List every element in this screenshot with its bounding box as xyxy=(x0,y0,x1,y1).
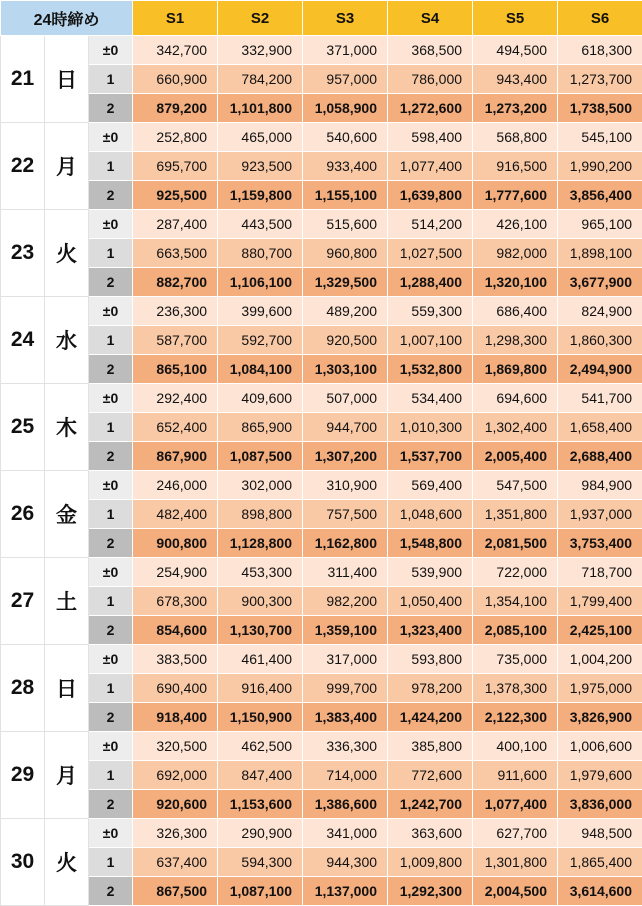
value-cell: 363,600 xyxy=(388,819,473,848)
table-row xyxy=(1,674,642,703)
value-cell: 1,777,600 xyxy=(473,181,558,210)
level-label: 2 xyxy=(89,181,133,210)
value-cell: 882,700 xyxy=(133,268,218,297)
value-cell: 867,500 xyxy=(133,877,218,906)
column-header-s2: S2 xyxy=(218,1,303,36)
level-label: ±0 xyxy=(89,645,133,674)
weekday: 水 xyxy=(45,297,89,384)
value-cell: 637,400 xyxy=(133,848,218,877)
value-cell: 1,378,300 xyxy=(473,674,558,703)
value-cell: 660,900 xyxy=(133,65,218,94)
value-cell: 714,000 xyxy=(303,761,388,790)
value-cell: 336,300 xyxy=(303,732,388,761)
value-cell: 332,900 xyxy=(218,36,303,65)
value-cell: 678,300 xyxy=(133,587,218,616)
value-cell: 735,000 xyxy=(473,645,558,674)
level-label: 2 xyxy=(89,529,133,558)
column-header-s1: S1 xyxy=(133,1,218,36)
value-cell: 916,500 xyxy=(473,152,558,181)
level-label: 2 xyxy=(89,790,133,819)
value-cell: 911,600 xyxy=(473,761,558,790)
value-cell: 1,058,900 xyxy=(303,94,388,123)
value-cell: 1,303,100 xyxy=(303,355,388,384)
value-cell: 1,242,700 xyxy=(388,790,473,819)
value-cell: 1,048,600 xyxy=(388,500,473,529)
value-cell: 594,300 xyxy=(218,848,303,877)
level-label: 1 xyxy=(89,848,133,877)
value-cell: 1,137,000 xyxy=(303,877,388,906)
level-label: ±0 xyxy=(89,297,133,326)
value-cell: 1,359,100 xyxy=(303,616,388,645)
value-cell: 514,200 xyxy=(388,210,473,239)
value-cell: 409,600 xyxy=(218,384,303,413)
value-cell: 383,500 xyxy=(133,645,218,674)
value-cell: 302,000 xyxy=(218,471,303,500)
level-label: 1 xyxy=(89,152,133,181)
value-cell: 784,200 xyxy=(218,65,303,94)
level-label: 1 xyxy=(89,500,133,529)
value-cell: 559,300 xyxy=(388,297,473,326)
value-cell: 482,400 xyxy=(133,500,218,529)
table-row xyxy=(1,442,642,471)
level-label: 2 xyxy=(89,268,133,297)
value-cell: 569,400 xyxy=(388,471,473,500)
value-cell: 1,006,600 xyxy=(558,732,642,761)
weekday: 月 xyxy=(45,123,89,210)
value-cell: 534,400 xyxy=(388,384,473,413)
day-number: 30 xyxy=(1,819,45,906)
value-cell: 1,155,100 xyxy=(303,181,388,210)
value-cell: 1,298,300 xyxy=(473,326,558,355)
weekday: 火 xyxy=(45,210,89,297)
value-cell: 1,087,500 xyxy=(218,442,303,471)
value-cell: 1,979,600 xyxy=(558,761,642,790)
weekday: 土 xyxy=(45,558,89,645)
day-number: 22 xyxy=(1,123,45,210)
value-cell: 494,500 xyxy=(473,36,558,65)
value-cell: 1,975,000 xyxy=(558,674,642,703)
table-row xyxy=(1,732,642,761)
level-label: ±0 xyxy=(89,819,133,848)
day-number: 27 xyxy=(1,558,45,645)
level-label: 2 xyxy=(89,877,133,906)
level-label: 1 xyxy=(89,326,133,355)
value-cell: 3,826,900 xyxy=(558,703,642,732)
value-cell: 3,836,000 xyxy=(558,790,642,819)
table-row xyxy=(1,326,642,355)
value-cell: 1,050,400 xyxy=(388,587,473,616)
value-cell: 515,600 xyxy=(303,210,388,239)
value-cell: 3,614,600 xyxy=(558,877,642,906)
value-cell: 920,500 xyxy=(303,326,388,355)
value-cell: 462,500 xyxy=(218,732,303,761)
value-cell: 918,400 xyxy=(133,703,218,732)
level-label: 1 xyxy=(89,239,133,268)
value-cell: 695,700 xyxy=(133,152,218,181)
value-cell: 287,400 xyxy=(133,210,218,239)
value-cell: 879,200 xyxy=(133,94,218,123)
value-cell: 999,700 xyxy=(303,674,388,703)
value-cell: 385,800 xyxy=(388,732,473,761)
value-cell: 592,700 xyxy=(218,326,303,355)
value-cell: 982,000 xyxy=(473,239,558,268)
value-cell: 1,354,100 xyxy=(473,587,558,616)
value-cell: 2,494,900 xyxy=(558,355,642,384)
table-row xyxy=(1,645,642,674)
table-row xyxy=(1,94,642,123)
value-cell: 786,000 xyxy=(388,65,473,94)
value-cell: 1,007,100 xyxy=(388,326,473,355)
table-row xyxy=(1,616,642,645)
table-row xyxy=(1,703,642,732)
value-cell: 400,100 xyxy=(473,732,558,761)
level-label: 2 xyxy=(89,94,133,123)
value-cell: 957,000 xyxy=(303,65,388,94)
value-cell: 1,990,200 xyxy=(558,152,642,181)
value-cell: 943,400 xyxy=(473,65,558,94)
table-row xyxy=(1,123,642,152)
value-cell: 568,800 xyxy=(473,123,558,152)
value-cell: 598,400 xyxy=(388,123,473,152)
value-cell: 900,300 xyxy=(218,587,303,616)
value-cell: 2,004,500 xyxy=(473,877,558,906)
value-cell: 290,900 xyxy=(218,819,303,848)
value-cell: 1,273,200 xyxy=(473,94,558,123)
value-cell: 3,856,400 xyxy=(558,181,642,210)
value-cell: 1,860,300 xyxy=(558,326,642,355)
value-cell: 1,162,800 xyxy=(303,529,388,558)
value-cell: 1,150,900 xyxy=(218,703,303,732)
value-cell: 1,273,700 xyxy=(558,65,642,94)
value-cell: 1,386,600 xyxy=(303,790,388,819)
value-cell: 593,800 xyxy=(388,645,473,674)
value-cell: 1,424,200 xyxy=(388,703,473,732)
header-row xyxy=(1,1,642,36)
value-cell: 933,400 xyxy=(303,152,388,181)
value-cell: 1,272,600 xyxy=(388,94,473,123)
value-cell: 690,400 xyxy=(133,674,218,703)
value-cell: 1,153,600 xyxy=(218,790,303,819)
level-label: 2 xyxy=(89,616,133,645)
value-cell: 1,869,800 xyxy=(473,355,558,384)
day-number: 26 xyxy=(1,471,45,558)
value-cell: 453,300 xyxy=(218,558,303,587)
value-cell: 1,077,400 xyxy=(473,790,558,819)
table-row xyxy=(1,152,642,181)
value-cell: 865,900 xyxy=(218,413,303,442)
value-cell: 371,000 xyxy=(303,36,388,65)
value-cell: 547,500 xyxy=(473,471,558,500)
value-cell: 948,500 xyxy=(558,819,642,848)
value-cell: 652,400 xyxy=(133,413,218,442)
value-cell: 984,900 xyxy=(558,471,642,500)
value-cell: 1,128,800 xyxy=(218,529,303,558)
table-title: 24時締め xyxy=(1,1,133,36)
value-cell: 320,500 xyxy=(133,732,218,761)
value-cell: 2,005,400 xyxy=(473,442,558,471)
day-number: 28 xyxy=(1,645,45,732)
weekday: 日 xyxy=(45,36,89,123)
level-label: ±0 xyxy=(89,123,133,152)
value-cell: 1,027,500 xyxy=(388,239,473,268)
value-cell: 1,323,400 xyxy=(388,616,473,645)
value-cell: 923,500 xyxy=(218,152,303,181)
value-cell: 686,400 xyxy=(473,297,558,326)
level-label: 1 xyxy=(89,587,133,616)
value-cell: 692,000 xyxy=(133,761,218,790)
value-cell: 1,084,100 xyxy=(218,355,303,384)
level-label: ±0 xyxy=(89,384,133,413)
value-cell: 1,548,800 xyxy=(388,529,473,558)
table-row xyxy=(1,761,642,790)
weekday: 月 xyxy=(45,732,89,819)
column-header-s4: S4 xyxy=(388,1,473,36)
value-cell: 489,200 xyxy=(303,297,388,326)
value-cell: 465,000 xyxy=(218,123,303,152)
value-cell: 342,700 xyxy=(133,36,218,65)
column-header-s3: S3 xyxy=(303,1,388,36)
value-cell: 326,300 xyxy=(133,819,218,848)
value-cell: 2,085,100 xyxy=(473,616,558,645)
value-cell: 982,200 xyxy=(303,587,388,616)
value-cell: 1,288,400 xyxy=(388,268,473,297)
weekday: 日 xyxy=(45,645,89,732)
value-cell: 900,800 xyxy=(133,529,218,558)
day-number: 24 xyxy=(1,297,45,384)
value-cell: 920,600 xyxy=(133,790,218,819)
column-header-s6: S6 xyxy=(558,1,642,36)
table-row xyxy=(1,790,642,819)
level-label: ±0 xyxy=(89,471,133,500)
value-cell: 1,292,300 xyxy=(388,877,473,906)
value-cell: 1,130,700 xyxy=(218,616,303,645)
value-cell: 1,087,100 xyxy=(218,877,303,906)
value-cell: 1,532,800 xyxy=(388,355,473,384)
value-cell: 443,500 xyxy=(218,210,303,239)
value-cell: 2,081,500 xyxy=(473,529,558,558)
day-number: 29 xyxy=(1,732,45,819)
table-row xyxy=(1,355,642,384)
day-number: 23 xyxy=(1,210,45,297)
value-cell: 1,301,800 xyxy=(473,848,558,877)
value-cell: 587,700 xyxy=(133,326,218,355)
value-cell: 772,600 xyxy=(388,761,473,790)
value-cell: 292,400 xyxy=(133,384,218,413)
value-cell: 252,800 xyxy=(133,123,218,152)
level-label: ±0 xyxy=(89,558,133,587)
table-row xyxy=(1,384,642,413)
value-cell: 1,799,400 xyxy=(558,587,642,616)
level-label: 2 xyxy=(89,442,133,471)
value-cell: 847,400 xyxy=(218,761,303,790)
value-cell: 960,800 xyxy=(303,239,388,268)
value-cell: 310,900 xyxy=(303,471,388,500)
level-label: 2 xyxy=(89,355,133,384)
value-cell: 1,537,700 xyxy=(388,442,473,471)
value-cell: 663,500 xyxy=(133,239,218,268)
level-label: 1 xyxy=(89,674,133,703)
table-row xyxy=(1,239,642,268)
value-cell: 341,000 xyxy=(303,819,388,848)
value-cell: 944,700 xyxy=(303,413,388,442)
value-cell: 898,800 xyxy=(218,500,303,529)
value-cell: 965,100 xyxy=(558,210,642,239)
column-header-s5: S5 xyxy=(473,1,558,36)
value-cell: 865,100 xyxy=(133,355,218,384)
table-row xyxy=(1,529,642,558)
table-row xyxy=(1,268,642,297)
table-row xyxy=(1,819,642,848)
value-cell: 236,300 xyxy=(133,297,218,326)
table-row xyxy=(1,36,642,65)
value-cell: 507,000 xyxy=(303,384,388,413)
value-cell: 2,425,100 xyxy=(558,616,642,645)
table-row xyxy=(1,413,642,442)
value-cell: 854,600 xyxy=(133,616,218,645)
value-cell: 399,600 xyxy=(218,297,303,326)
level-label: ±0 xyxy=(89,36,133,65)
value-cell: 1,307,200 xyxy=(303,442,388,471)
value-cell: 694,600 xyxy=(473,384,558,413)
value-cell: 2,688,400 xyxy=(558,442,642,471)
value-cell: 1,937,000 xyxy=(558,500,642,529)
level-label: 1 xyxy=(89,65,133,94)
value-cell: 1,159,800 xyxy=(218,181,303,210)
value-cell: 254,900 xyxy=(133,558,218,587)
day-number: 21 xyxy=(1,36,45,123)
value-cell: 916,400 xyxy=(218,674,303,703)
value-cell: 1,077,400 xyxy=(388,152,473,181)
value-cell: 368,500 xyxy=(388,36,473,65)
table-row xyxy=(1,848,642,877)
value-cell: 1,010,300 xyxy=(388,413,473,442)
weekday: 金 xyxy=(45,471,89,558)
value-cell: 540,600 xyxy=(303,123,388,152)
level-label: ±0 xyxy=(89,210,133,239)
value-cell: 461,400 xyxy=(218,645,303,674)
value-cell: 944,300 xyxy=(303,848,388,877)
value-cell: 246,000 xyxy=(133,471,218,500)
value-cell: 1,738,500 xyxy=(558,94,642,123)
value-cell: 1,639,800 xyxy=(388,181,473,210)
value-cell: 1,302,400 xyxy=(473,413,558,442)
value-cell: 718,700 xyxy=(558,558,642,587)
value-cell: 3,677,900 xyxy=(558,268,642,297)
value-cell: 1,658,400 xyxy=(558,413,642,442)
value-cell: 2,122,300 xyxy=(473,703,558,732)
weekday: 木 xyxy=(45,384,89,471)
table-row xyxy=(1,877,642,906)
value-cell: 1,009,800 xyxy=(388,848,473,877)
value-cell: 1,101,800 xyxy=(218,94,303,123)
value-cell: 824,900 xyxy=(558,297,642,326)
value-cell: 722,000 xyxy=(473,558,558,587)
value-cell: 1,898,100 xyxy=(558,239,642,268)
value-cell: 618,300 xyxy=(558,36,642,65)
value-cell: 1,004,200 xyxy=(558,645,642,674)
table-row xyxy=(1,210,642,239)
level-label: ±0 xyxy=(89,732,133,761)
value-cell: 978,200 xyxy=(388,674,473,703)
day-number: 25 xyxy=(1,384,45,471)
value-cell: 545,100 xyxy=(558,123,642,152)
value-cell: 426,100 xyxy=(473,210,558,239)
value-cell: 880,700 xyxy=(218,239,303,268)
weekday: 火 xyxy=(45,819,89,906)
value-cell: 1,351,800 xyxy=(473,500,558,529)
table-row xyxy=(1,297,642,326)
value-cell: 1,383,400 xyxy=(303,703,388,732)
table-row xyxy=(1,471,642,500)
value-cell: 317,000 xyxy=(303,645,388,674)
table-row xyxy=(1,65,642,94)
value-cell: 1,865,400 xyxy=(558,848,642,877)
value-cell: 311,400 xyxy=(303,558,388,587)
value-cell: 757,500 xyxy=(303,500,388,529)
value-cell: 627,700 xyxy=(473,819,558,848)
level-label: 2 xyxy=(89,703,133,732)
value-cell: 539,900 xyxy=(388,558,473,587)
table-body xyxy=(1,36,642,906)
value-cell: 1,329,500 xyxy=(303,268,388,297)
value-cell: 925,500 xyxy=(133,181,218,210)
table-row xyxy=(1,558,642,587)
table-row xyxy=(1,181,642,210)
value-cell: 1,320,100 xyxy=(473,268,558,297)
value-cell: 867,900 xyxy=(133,442,218,471)
level-label: 1 xyxy=(89,761,133,790)
table-row xyxy=(1,587,642,616)
level-label: 1 xyxy=(89,413,133,442)
value-cell: 1,106,100 xyxy=(218,268,303,297)
table-row xyxy=(1,500,642,529)
value-cell: 3,753,400 xyxy=(558,529,642,558)
value-cell: 541,700 xyxy=(558,384,642,413)
